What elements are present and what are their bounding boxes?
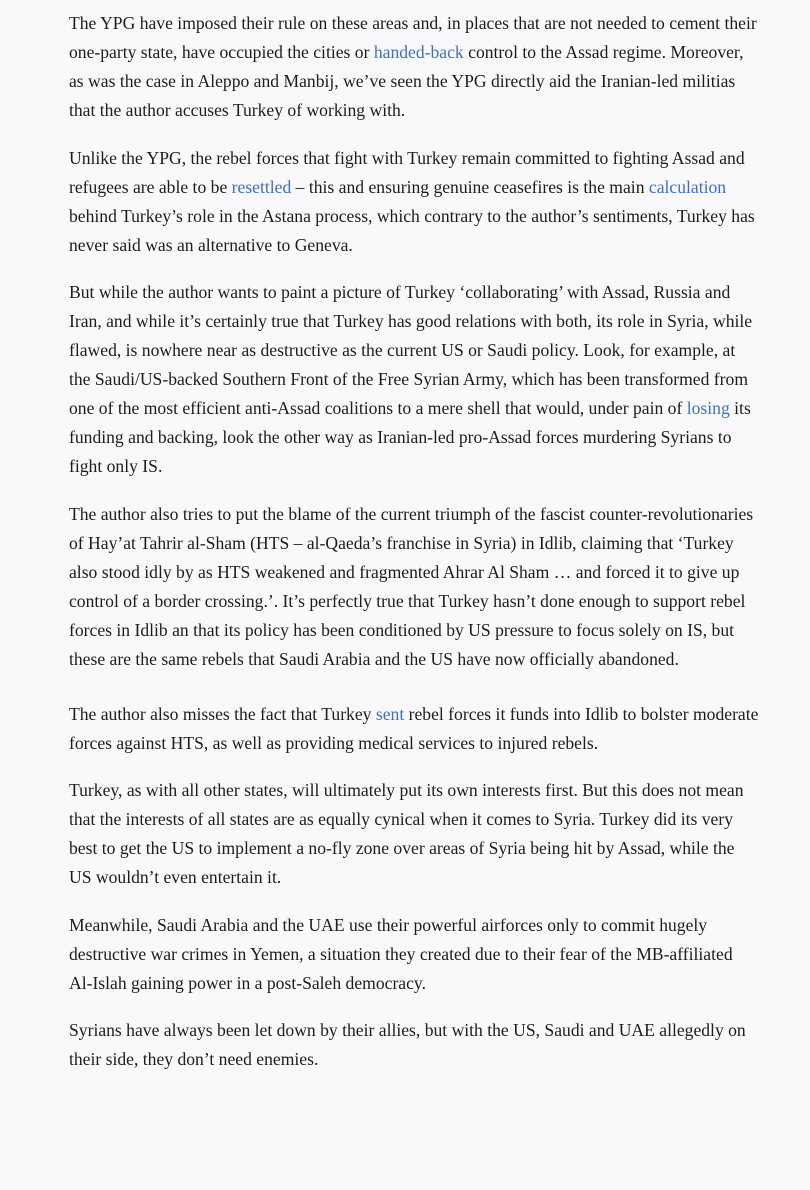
paragraph-text: But while the author wants to paint a picture of Turkey ‘collaborating’ with Assad, Russia and Iran, and while it’s certainly true that Turkey has good relations with both, its role in Syria, while flawed, is nowhere near as destructive as the current US or Saudi policy. Look, for example, at the Saudi/US-backed Southern Front of the Free Syrian Army, which has been transformed from one of the most efficient anti-Assad coalitions to a mere shell that would, under pain of [69,282,753,418]
paragraph-text: The author also misses the fact that Turkey [69,703,376,724]
paragraph-hts-idlib [69,500,759,674]
article-body [69,9,759,1093]
paragraph-text: Turkey, as with all other states, will ultimately put its own interests first. But this does not mean that the interests of all states are as equally cynical when it comes to Syria. Turkey did its very best to get the US to implement a no-fly zone over areas of Syria being hit by Assad, while the US wouldn’t even entertain it. [69,780,744,887]
paragraph-ypg-rule [69,9,759,125]
paragraph-text: Meanwhile, Saudi Arabia and the UAE use their powerful airforces only to commit hugely destructive war crimes in Yemen, a situation they created due to their fear of the MB-affiliated Al-Islah gaining power in a post-Saleh democracy. [69,914,733,993]
paragraph-own-interests [69,776,759,892]
paragraph-text: – this and ensuring genuine ceasefires is the main [291,176,649,197]
link-losing[interactable]: losing [686,398,730,418]
paragraph-collaborating [69,278,759,481]
paragraph-text: Unlike the YPG, the rebel forces that fight with Turkey remain committed to fighting Assad and refugees are able to be [69,147,745,197]
paragraph-text: control to the Assad regime. Moreover, as was the case in Aleppo and Manbij, we’ve seen the YPG directly aid the Iranian-led militias that the author accuses Turkey of working with. [69,42,744,120]
paragraph-text: The YPG have imposed their rule on these areas and, in places that are not needed to cement their one-party state, have occupied the cities or [69,13,757,62]
link-calculation[interactable]: calculation [648,176,727,197]
paragraph-rebel-forces [69,144,759,260]
link-handed-back[interactable]: handed-back [373,42,464,62]
paragraph-text: behind Turkey’s role in the Astana process, which contrary to the author’s sentiments, Turkey has never said was an alternative to Geneva. [69,205,755,255]
paragraph-text: its funding and backing, look the other way as Iranian-led pro-Assad forces murdering Syrians to fight only IS. [69,398,751,476]
paragraph-text: The author also tries to put the blame of the current triumph of the fascist counter-revolutionaries of Hay’at Tahrir al-Sham (HTS – al-Qaeda’s franchise in Syria) in Idlib, claiming that ‘Turkey also stood idly by as HTS weakened and fragmented Ahrar Al Sham … and forced it to give up control of a border crossing.’. It’s perfectly true that Turkey hasn’t done enough to support rebel forces in Idlib an that its policy has been conditioned by US pressure to focus solely on IS, but these are the same rebels that Saudi Arabia and the US have now officially abandoned. [69,503,754,669]
paragraph-turkey-sent [69,700,759,758]
paragraph-text: Syrians have always been let down by their allies, but with the US, Saudi and UAE allegedly on their side, they don’t need enemies. [69,1020,746,1069]
link-sent[interactable]: sent [375,703,405,724]
link-resettled[interactable]: resettled [231,176,292,197]
paragraph-text: rebel forces it funds into Idlib to bolster moderate forces against HTS, as well as providing medical services to injured rebels. [69,703,759,753]
paragraph-saudi-uae [69,911,759,998]
paragraph-conclusion [69,1016,759,1074]
